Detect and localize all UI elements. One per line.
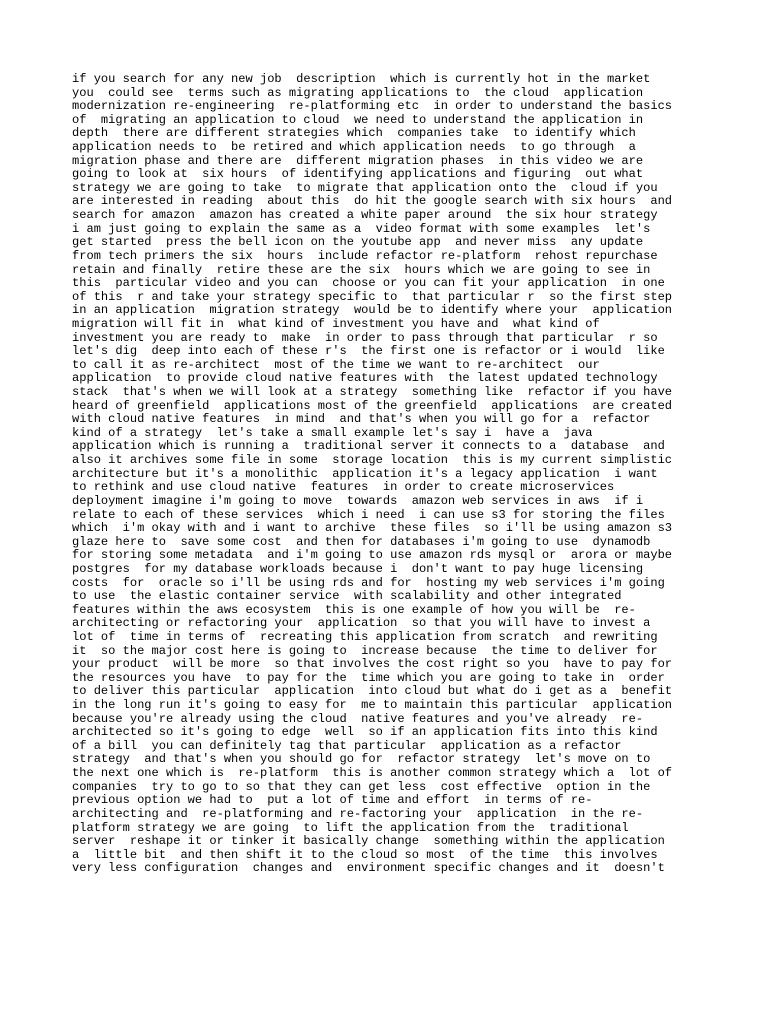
transcript-line: companies try to go to so that they can get less cost effective option in the xyxy=(72,779,651,794)
transcript-line: in the long run it's going to easy for me to maintain this particular application xyxy=(72,698,673,713)
transcript-line: strategy we are going to take to migrate that application onto the cloud if you xyxy=(72,180,658,195)
transcript-line: depth there are different strategies which companies take to identify which xyxy=(72,126,636,141)
transcript-line: from tech primers the six hours include refactor re-platform rehost repurchase xyxy=(72,248,658,263)
transcript-line: search for amazon amazon has created a white paper around the six hour strategy xyxy=(72,208,658,223)
transcript-line: a little bit and then shift it to the cloud so most of the time this involves xyxy=(72,847,658,862)
transcript-line: application which is running a traditional server it connects to a database and xyxy=(72,439,665,454)
transcript-line: architecting and re-platforming and re-factoring your application in the re- xyxy=(72,806,644,821)
transcript-line: application to provide cloud native features with the latest updated technology xyxy=(72,371,658,386)
transcript-line: architecture but it's a monolithic application it's a legacy application i want xyxy=(72,466,658,481)
transcript-line: architected so it's going to edge well so if an application fits into this kind xyxy=(72,725,658,740)
transcript-line: with cloud native features in mind and that's when you will go for a refactor xyxy=(72,412,651,427)
transcript-line: get started press the bell icon on the youtube app and never miss any update xyxy=(72,235,644,250)
transcript-line: for storing some metadata and i'm going to use amazon rds mysql or arora or maybe xyxy=(72,548,673,563)
transcript-line: i am just going to explain the same as a video format with some examples let's xyxy=(72,221,651,236)
transcript-page xyxy=(72,73,712,876)
transcript-line: which i'm okay with and i want to archive these files so i'll be using amazon s3 xyxy=(72,521,673,536)
transcript-line: postgres for my database workloads because i don't want to pay huge licensing xyxy=(72,561,644,576)
transcript-line: features within the aws ecosystem this is one example of how you will be re- xyxy=(72,602,636,617)
transcript-line: going to look at six hours of identifying applications and figuring out what xyxy=(72,167,644,182)
transcript-line: previous option we had to put a lot of time and effort in terms of re- xyxy=(72,793,593,808)
transcript-line: to rethink and use cloud native features in order to create microservices xyxy=(72,480,615,495)
transcript-line: retain and finally retire these are the six hours which we are going to see in xyxy=(72,262,651,277)
transcript-line: migration phase and there are different migration phases in this video we are xyxy=(72,153,644,168)
transcript-line: costs for oracle so i'll be using rds and for hosting my web services i'm going xyxy=(72,575,665,590)
transcript-line: of migrating an application to cloud we need to understand the application in xyxy=(72,112,644,127)
transcript-line: platform strategy we are going to lift the application from the traditional xyxy=(72,820,629,835)
transcript-line: of this r and take your strategy specific to that particular r so the first step xyxy=(72,289,673,304)
transcript-line: glaze here to save some cost and then for databases i'm going to use dynamodb xyxy=(72,534,651,549)
transcript-line: it so the major cost here is going to increase because the time to deliver for xyxy=(72,643,658,658)
transcript-line: of a bill you can definitely tag that particular application as a refactor xyxy=(72,738,622,753)
transcript-line: also it archives some file in some storage location this is my current simplistic xyxy=(72,453,673,468)
transcript-line: relate to each of these services which i need i can use s3 for storing the files xyxy=(72,507,665,522)
transcript-line: the resources you have to pay for the time which you are going to take in order xyxy=(72,670,665,685)
transcript-line: because you're already using the cloud native features and you've already re- xyxy=(72,711,644,726)
transcript-line: heard of greenfield applications most of the greenfield applications are created xyxy=(72,398,673,413)
transcript-line: server reshape it or tinker it basically change something within the application xyxy=(72,834,665,849)
transcript-line: this particular video and you can choose or you can fit your application in one xyxy=(72,276,665,291)
transcript-line: lot of time in terms of recreating this application from scratch and rewriting xyxy=(72,629,658,644)
transcript-line: migration will fit in what kind of investment you have and what kind of xyxy=(72,316,600,331)
transcript-line: architecting or refactoring your application so that you will have to invest a xyxy=(72,616,651,631)
transcript-line: in an application migration strategy would be to identify where your application xyxy=(72,303,673,318)
transcript-line: are interested in reading about this do hit the google search with six hours and xyxy=(72,194,673,209)
transcript-line: modernization re-engineering re-platforming etc in order to understand the basics xyxy=(72,99,673,114)
transcript-line: stack that's when we will look at a strategy something like refactor if you have xyxy=(72,385,673,400)
transcript-line: to call it as re-architect most of the time we want to re-architect our xyxy=(72,357,600,372)
transcript-line: investment you are ready to make in order to pass through that particular r so xyxy=(72,330,658,345)
transcript-line: kind of a strategy let's take a small example let's say i have a java xyxy=(72,425,593,440)
transcript-line: let's dig deep into each of these r's the first one is refactor or i would like xyxy=(72,344,665,359)
transcript-line: your product will be more so that involves the cost right so you have to pay for xyxy=(72,657,673,672)
transcript-line: strategy and that's when you should go for refactor strategy let's move on to xyxy=(72,752,651,767)
transcript-line: to deliver this particular application into cloud but what do i get as a benefit xyxy=(72,684,673,699)
transcript-line: application needs to be retired and which application needs to go through a xyxy=(72,140,636,155)
transcript-line: very less configuration changes and environment specific changes and it doesn't xyxy=(72,861,665,876)
transcript-line: if you search for any new job description which is currently hot in the market xyxy=(72,72,651,86)
transcript-line: the next one which is re-platform this is another common strategy which a lot of xyxy=(72,766,673,781)
transcript-line: deployment imagine i'm going to move towards amazon web services in aws if i xyxy=(72,493,644,508)
transcript-line: you could see terms such as migrating applications to the cloud application xyxy=(72,85,644,100)
transcript-line: to use the elastic container service with scalability and other integrated xyxy=(72,589,622,604)
